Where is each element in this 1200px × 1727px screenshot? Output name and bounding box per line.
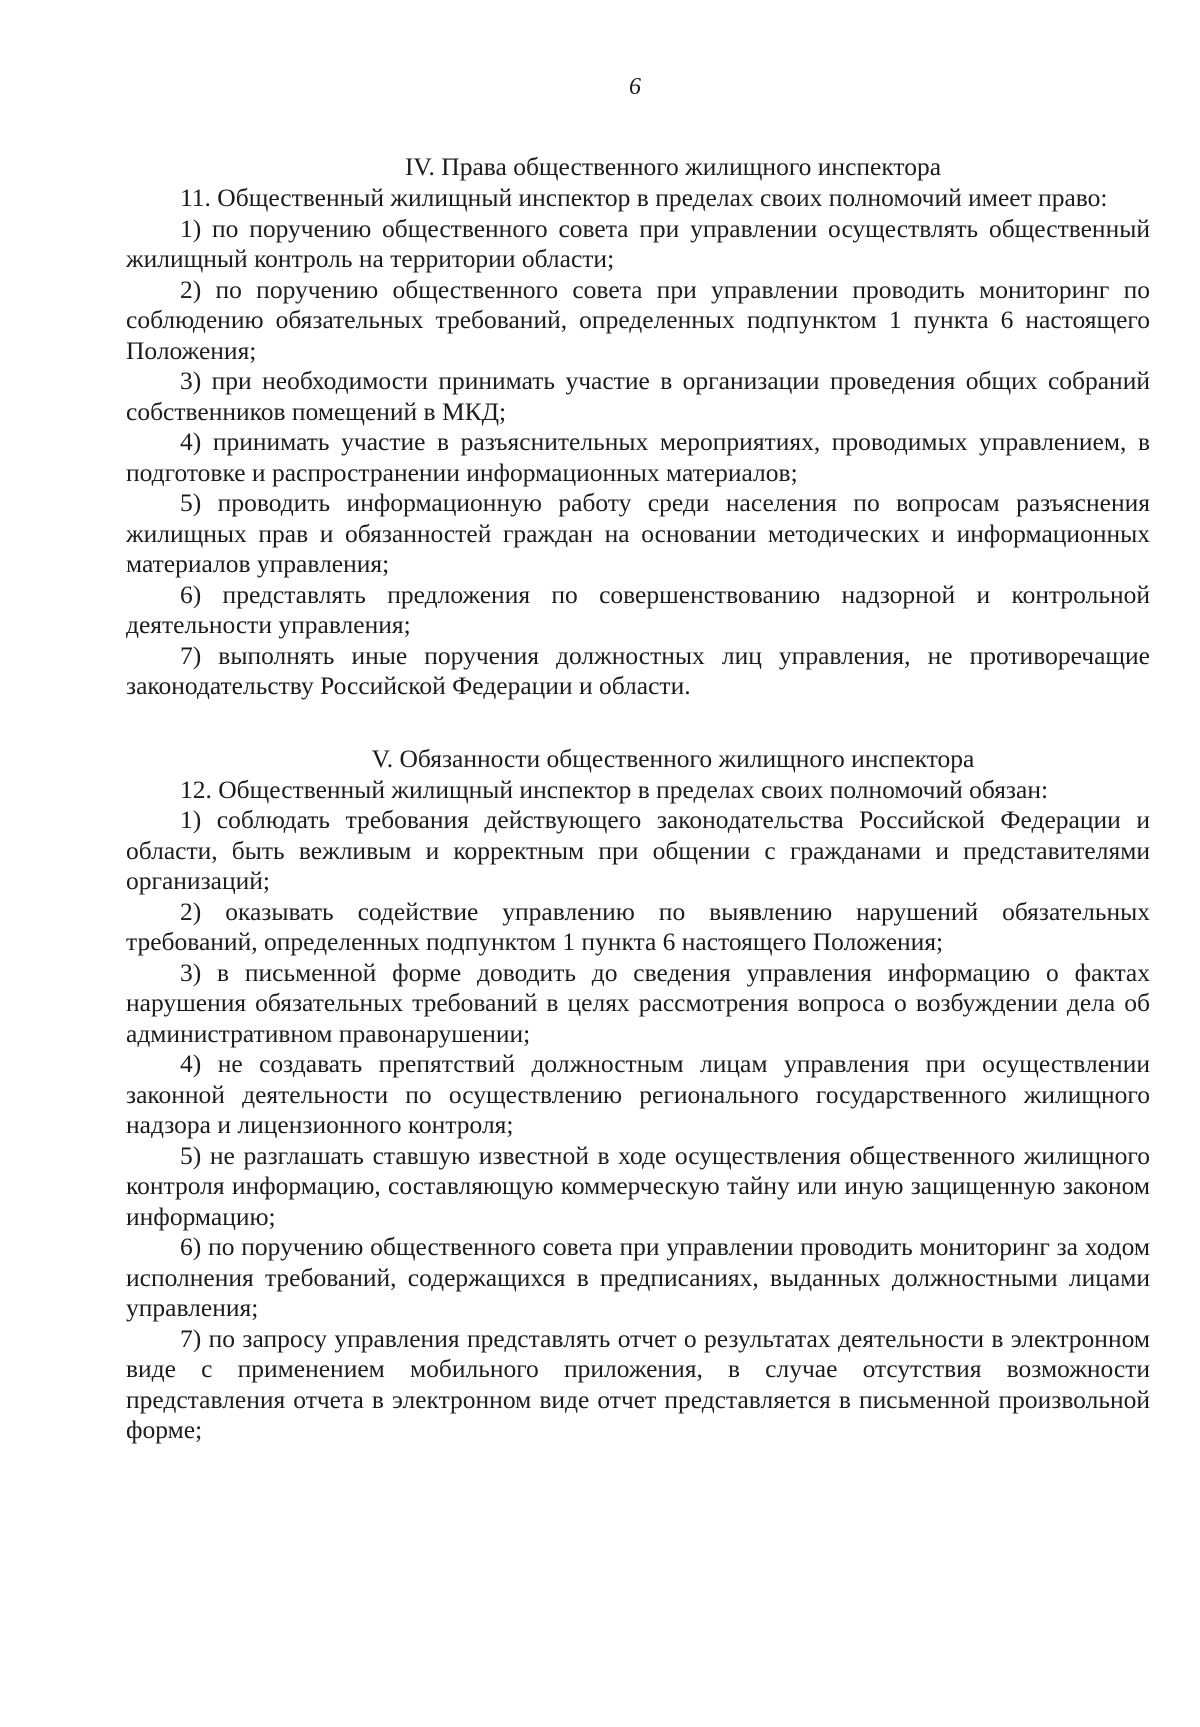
list-item: 1) по поручению общественного совета при управлении осуществлять общественный жилищный контроль на территории области; bbox=[126, 213, 1150, 273]
list-item: 6) по поручению общественного совета при управлении проводить мониторинг за ходом исполнения требований, содержащихся в предписаниях, выданных должностными лицами управления; bbox=[126, 1232, 1150, 1322]
list-item: 7) по запросу управления представлять отчет о результатах деятельности в электронном виде с применением мобильного приложения, в случае отсутствия возможности представления отчета в электронном виде отчет представляется в письменной произвольной форме; bbox=[126, 1323, 1150, 1444]
list-item: 4) принимать участие в разъяснительных мероприятиях, проводимых управлением, в подготовке и распространении информационных материалов; bbox=[126, 427, 1150, 487]
list-item: 7) выполнять иные поручения должностных лиц управления, не противоречащие законодательству Российской Федерации и области. bbox=[126, 640, 1150, 700]
page-number: 6 bbox=[629, 74, 641, 100]
paragraph: 12. Общественный жилищный инспектор в пределах своих полномочий обязан: bbox=[180, 774, 1049, 804]
list-item: 2) оказывать содействие управлению по выявлению нарушений обязательных требований, определенных подпунктом 1 пункта 6 настоящего Положения; bbox=[126, 896, 1150, 956]
document-body bbox=[126, 150, 1150, 1446]
list-item: 1) соблюдать требования действующего законодательства Российской Федерации и области, быть вежливым и корректным при общении с гражданами и представителями организаций; bbox=[126, 805, 1150, 895]
list-item: 2) по поручению общественного совета при управлении проводить мониторинг по соблюдению обязательных требований, определенных подпунктом 1 пункта 6 настоящего Положения; bbox=[126, 274, 1150, 365]
list-item: 6) представлять предложения по совершенствованию надзорной и контрольной деятельности управления; bbox=[126, 579, 1150, 639]
section-title-duties: V. Обязанности общественного жилищного инспектора bbox=[371, 743, 975, 773]
paragraph: 11. Общественный жилищный инспектор в пределах своих полномочий имеет право: bbox=[180, 183, 1108, 212]
list-item: 3) при необходимости принимать участие в организации проведения общих собраний собственников помещений в МКД; bbox=[126, 366, 1150, 426]
section-spacer bbox=[126, 702, 1150, 742]
list-item: 5) не разглашать ставшую известной в ходе осуществления общественного жилищного контроля информацию, составляющую коммерческую тайну или иную защищенную законом информацию; bbox=[126, 1140, 1150, 1231]
list-item: 5) проводить информационную работу среди населения по вопросам разъяснения жилищных прав и обязанностей граждан на основании методических и информационных материалов управления; bbox=[126, 488, 1150, 578]
section-title-rights: IV. Права общественного жилищного инспектора bbox=[404, 152, 942, 181]
list-item: 3) в письменной форме доводить до сведения управления информацию о фактах нарушения обязательных требований в целях рассмотрения вопроса о возбуждении дела об административном правонарушении; bbox=[126, 957, 1150, 1048]
list-item: 4) не создавать препятствий должностным лицам управления при осуществлении законной деятельности по осуществлению регионального государственного жилищного надзора и лицензионного контроля; bbox=[126, 1049, 1150, 1139]
